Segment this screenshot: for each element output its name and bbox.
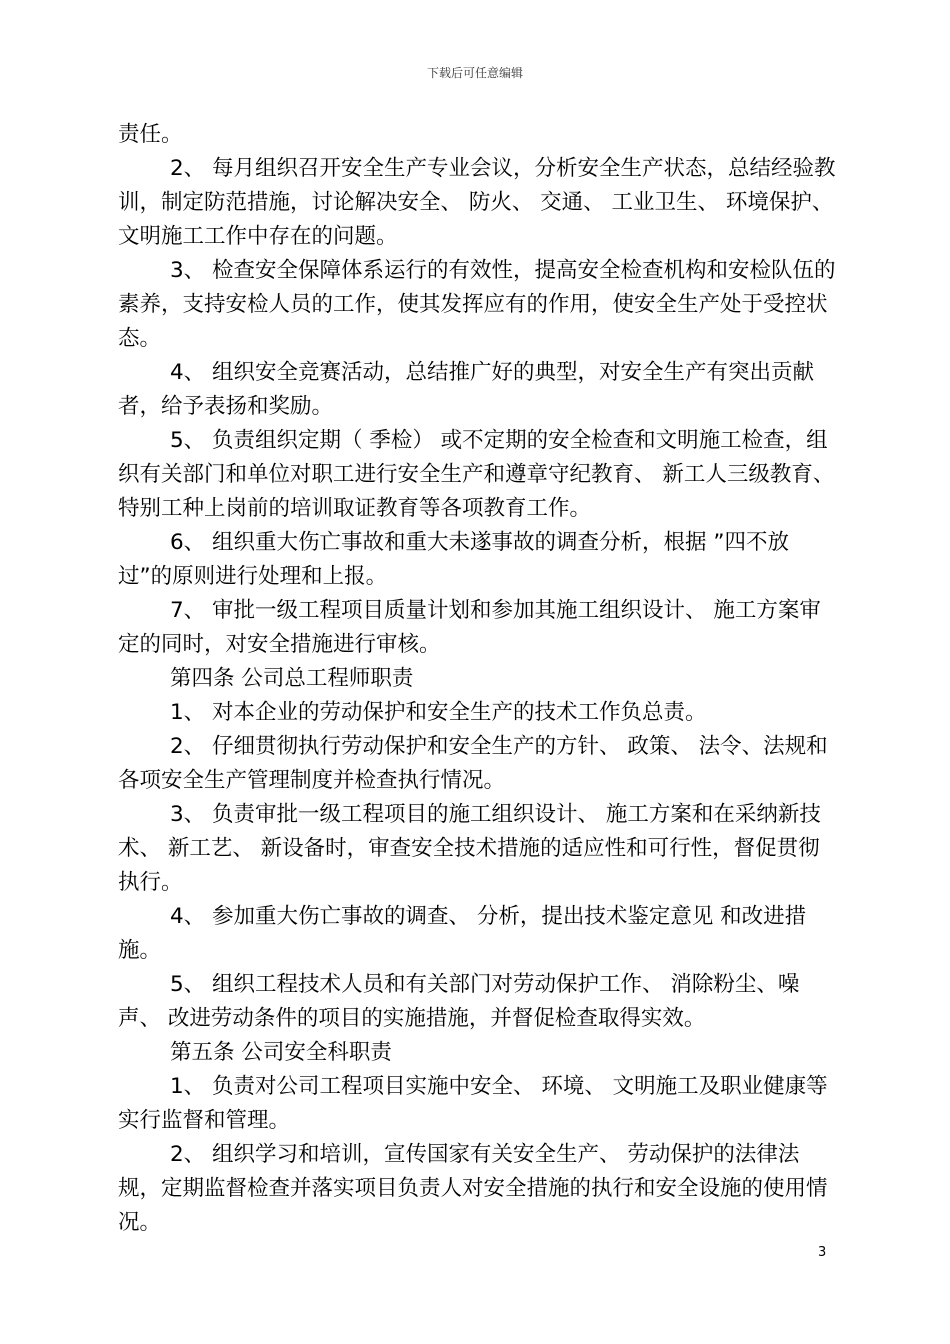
paragraph: 2、 组织学习和培训，宣传国家有关安全生产、 劳动保护的法律法规，定期监督检查并落实项目负责人对安全措施的执行和安全设施的使用情况。	[118, 1142, 828, 1235]
paragraph: 4、 组织安全竞赛活动，总结推广好的典型，对安全生产有突出贡献者，给予表扬和奖励。	[118, 360, 815, 419]
section-heading: 第五条 公司安全科职责	[170, 1040, 392, 1065]
paragraph: 1、 负责对公司工程项目实施中安全、 环境、 文明施工及职业健康等实行监督和管理。	[118, 1074, 828, 1133]
paragraph: 1、 对本企业的劳动保护和安全生产的技术工作负总责。	[170, 700, 707, 725]
page-number: 3	[818, 1245, 827, 1260]
paragraph: 3、 负责审批一级工程项目的施工组织设计、 施工方案和在采纳新技术、 新工艺、 新设备时，审查安全技术措施的适应性和可行性，督促贯彻执行。	[118, 802, 821, 895]
paragraph: 5、 组织工程技术人员和有关部门对劳动保护工作、 消除粉尘、噪声、 改进劳动条件的项目的实施措施，并督促检查取得实效。	[118, 972, 800, 1031]
section-heading: 第四条 公司总工程师职责	[170, 666, 414, 691]
paragraph: 3、 检查安全保障体系运行的有效性，提高安全检查机构和安检队伍的素养，支持安检人员的工作，使其发挥应有的作用，使安全生产处于受控状态。	[118, 258, 836, 351]
header-note: 下载后可任意编辑	[426, 66, 523, 80]
paragraph: 5、 负责组织定期（ 季检） 或不定期的安全检查和文明施工检查，组织有关部门和单位对职工进行安全生产和遵章守纪教育、 新工人三级教育、 特别工种上岗前的培训取证教育等各项教育工作。	[118, 428, 835, 521]
paragraph: 6、 组织重大伤亡事故和重大未遂事故的调查分析，根据 ”四不放过”的原则进行处理和上报。	[118, 530, 789, 589]
paragraph: 责任。	[118, 122, 183, 147]
paragraph: 7、 审批一级工程项目质量计划和参加其施工组织设计、 施工方案审定的同时，对安全措施进行审核。	[118, 598, 821, 657]
paragraph: 4、 参加重大伤亡事故的调查、 分析，提出技术鉴定意见 和改进措施。	[118, 904, 807, 963]
paragraph: 2、 每月组织召开安全生产专业会议，分析安全生产状态，总结经验教训，制定防范措施，讨论解决安全、 防火、 交通、 工业卫生、 环境保护、 文明施工工作中存在的问题。	[118, 156, 836, 249]
document-body	[118, 118, 838, 1240]
paragraph: 2、 仔细贯彻执行劳动保护和安全生产的方针、 政策、 法令、法规和各项安全生产管理制度并检查执行情况。	[118, 734, 828, 793]
